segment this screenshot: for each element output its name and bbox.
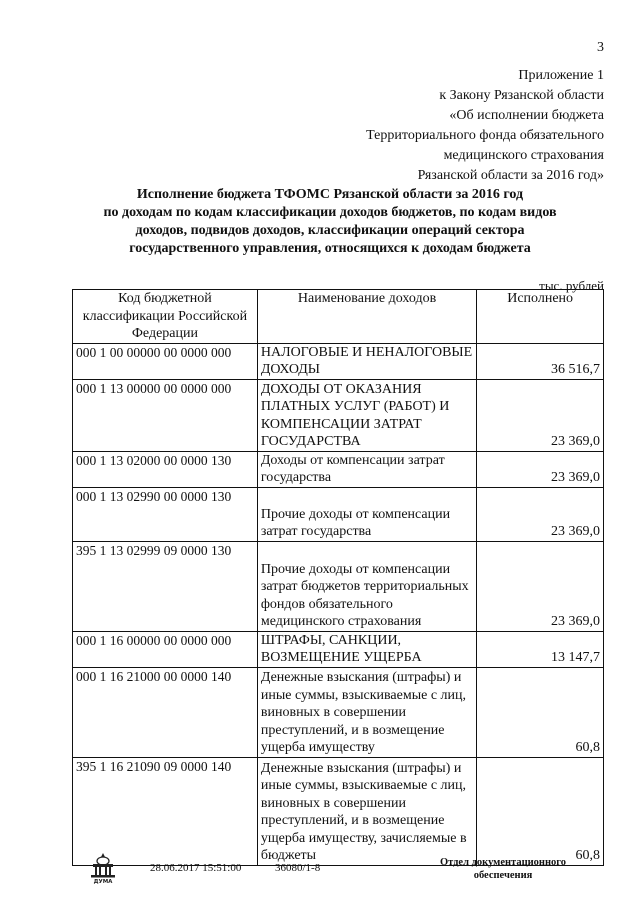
- table-row: [73, 631, 604, 667]
- title-line: по доходам по кодам классификации доходов бюджетов, по кодам видов: [103, 205, 557, 220]
- table-row: [73, 541, 604, 631]
- row-name: ДОХОДЫ ОТ ОКАЗАНИЯ ПЛАТНЫХ УСЛУГ (РАБОТ) И КОМПЕНСАЦИИ ЗАТРАТ ГОСУДАРСТВА: [257, 379, 476, 451]
- row-value: 23 369,0: [477, 379, 604, 451]
- header-value: Исполнено: [477, 290, 604, 344]
- table-row: [73, 343, 604, 379]
- page-number: 3: [597, 40, 604, 55]
- row-value: 60,8: [477, 757, 604, 865]
- row-code: 000 1 13 00000 00 0000 000: [73, 379, 258, 451]
- row-value: 36 516,7: [477, 343, 604, 379]
- department-label: Отдел документационного обеспечения: [439, 857, 567, 881]
- row-name: Денежные взыскания (штрафы) и иные суммы, взыскиваемые с лиц, виновных в совершении преступлений, и в возмещение ущерба имуществу, зачисляемые в бюджеты: [257, 757, 476, 865]
- header-code: Код бюджетной классификации Российской Федерации: [73, 290, 258, 344]
- appendix-line: Рязанской области за 2016 год»: [417, 168, 604, 183]
- row-code: 395 1 16 21090 09 0000 140: [73, 757, 258, 865]
- table-row: [73, 451, 604, 487]
- row-code: 395 1 13 02999 09 0000 130: [73, 541, 258, 631]
- row-value: 23 369,0: [477, 487, 604, 541]
- row-code: 000 1 00 00000 00 0000 000: [73, 343, 258, 379]
- row-code: 000 1 16 00000 00 0000 000: [73, 631, 258, 667]
- row-name: Прочие доходы от компенсации затрат государства: [257, 487, 476, 541]
- appendix-line: Территориального фонда обязательного: [366, 128, 604, 143]
- row-name: Денежные взыскания (штрафы) и иные суммы, взыскиваемые с лиц, виновных в совершении преступлений, и в возмещение ущерба имуществу: [257, 667, 476, 757]
- title-line: доходов, подвидов доходов, классификации операций сектора: [135, 223, 525, 238]
- header-name: Наименование доходов: [257, 290, 476, 344]
- appendix-block: [284, 66, 604, 186]
- title-line: государственного управления, относящихся к доходам бюджета: [129, 241, 531, 256]
- appendix-line: медицинского страхования: [443, 148, 604, 163]
- row-code: 000 1 16 21000 00 0000 140: [73, 667, 258, 757]
- row-name: Доходы от компенсации затрат государства: [257, 451, 476, 487]
- row-name: НАЛОГОВЫЕ И НЕНАЛОГОВЫЕ ДОХОДЫ: [257, 343, 476, 379]
- row-name: Прочие доходы от компенсации затрат бюджетов территориальных фондов обязательного медицинского страхования: [257, 541, 476, 631]
- unit-label: тыс. рублей: [539, 278, 604, 293]
- duma-emblem-icon: [86, 850, 120, 884]
- appendix-line: к Закону Рязанской области: [439, 88, 604, 103]
- document-title: [60, 186, 600, 258]
- table-row: [73, 379, 604, 451]
- row-value: 13 147,7: [477, 631, 604, 667]
- logo-text: ДУМА: [93, 879, 113, 884]
- row-name: ШТРАФЫ, САНКЦИИ, ВОЗМЕЩЕНИЕ УЩЕРБА: [257, 631, 476, 667]
- row-code: 000 1 13 02990 00 0000 130: [73, 487, 258, 541]
- table-row: [73, 667, 604, 757]
- row-value: 60,8: [477, 667, 604, 757]
- footer: [0, 850, 640, 900]
- row-code: 000 1 13 02000 00 0000 130: [73, 451, 258, 487]
- row-value: 23 369,0: [477, 451, 604, 487]
- doc-number: 36080/1-8: [275, 862, 321, 874]
- timestamp: 28.06.2017 15:51:00: [150, 862, 242, 874]
- table-row: [73, 487, 604, 541]
- table-header-row: [73, 290, 604, 344]
- appendix-line: Приложение 1: [518, 68, 604, 83]
- title-line: Исполнение бюджета ТФОМС Рязанской области за 2016 год: [136, 187, 524, 202]
- table-row: [73, 757, 604, 865]
- income-table: [72, 289, 604, 866]
- row-value: 23 369,0: [477, 541, 604, 631]
- appendix-line: «Об исполнении бюджета: [449, 108, 604, 123]
